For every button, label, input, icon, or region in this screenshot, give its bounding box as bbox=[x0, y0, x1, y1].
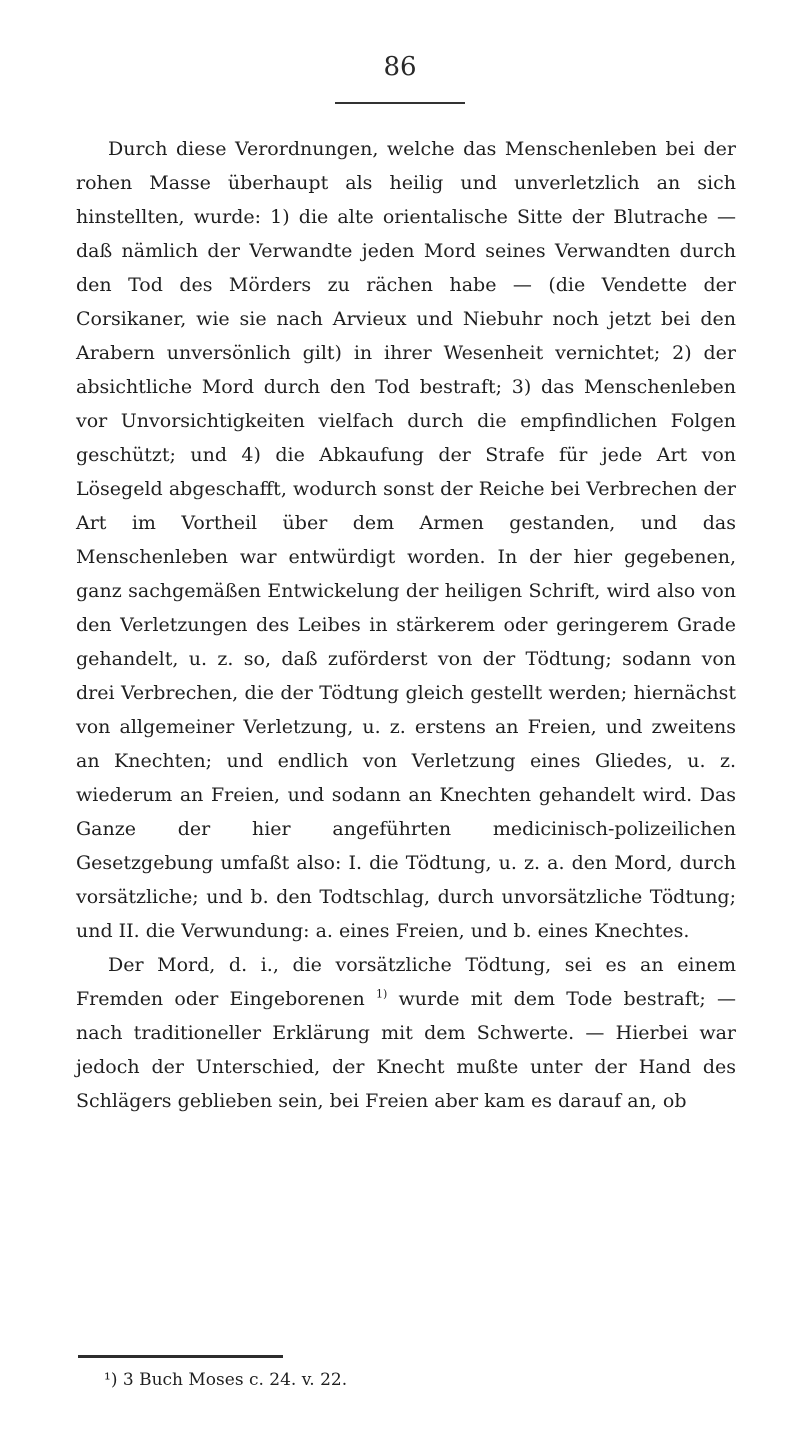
body-text bbox=[76, 132, 736, 1118]
page-number: 86 bbox=[383, 52, 417, 82]
paragraph-2-before-ref: Der Mord, d. i., die vorsätzliche Tödtung, sei es an einem Fremden oder Eingeborenen bbox=[76, 954, 736, 1010]
paragraph-2 bbox=[76, 948, 736, 1118]
paragraph-2-after-ref: wurde mit dem Tode bestraft; — nach traditioneller Erklärung mit dem Schwerte. — Hierbei war jedoch der Unterschied, der Knecht mußte unter der Hand des Schlägers geblieben sein, bei Freien aber kam es darauf an, ob bbox=[76, 988, 737, 1112]
header-rule bbox=[335, 102, 465, 104]
footnote-mark: ¹) bbox=[104, 1370, 118, 1390]
footnote-reference: 1) bbox=[375, 987, 388, 1001]
footnote bbox=[104, 1368, 604, 1392]
footnote-rule bbox=[78, 1355, 283, 1358]
footnote-text: 3 Buch Moses c. 24. v. 22. bbox=[122, 1370, 348, 1390]
paragraph-1: Durch diese Verordnungen, welche das Menschenleben bei der rohen Masse überhaupt als heilig und unverletzlich an sich hinstellten, wurde: 1) die alte orientalische Sitte der Blutrache — daß nämlich der Verwandte jeden Mord seines Verwandten durch den Tod des Mörders zu rächen habe — (die Vendette der Corsikaner, wie sie nach Arvieux und Niebuhr noch jetzt bei den Arabern unversönlich gilt) in ihrer Wesenheit vernichtet; 2) der absichtliche Mord durch den Tod bestraft; 3) das Menschenleben vor Unvorsichtigkeiten vielfach durch die empfindlichen Folgen geschützt; und 4) die Abkaufung der Strafe für jede Art von Lösegeld abgeschafft, wodurch sonst der Reiche bei Verbrechen der Art im Vortheil über dem Armen gestanden, und das Menschenleben war entwürdigt worden. In der hier gegebenen, ganz sachgemäßen Entwickelung der heiligen Schrift, wird also von den Verletzungen des Leibes in stärkerem oder geringerem Grade gehandelt, u. z. so, daß zuförderst von der Tödtung; sodann von drei Verbrechen, die der Tödtung gleich gestellt werden; hiernächst von allgemeiner Verletzung, u. z. erstens an Freien, und zweitens an Knechten; und endlich von Verletzung eines Gliedes, u. z. wiederum an Freien, und sodann an Knechten gehandelt wird. Das Ganze der hier angeführten medicinisch-polizeilichen Gesetzgebung umfaßt also: I. die Tödtung, u. z. a. den Mord, durch vorsätzliche; und b. den Todtschlag, durch unvorsätzliche Tödtung; und II. die Verwundung: a. eines Freien, und b. eines Knechtes. bbox=[76, 138, 736, 942]
